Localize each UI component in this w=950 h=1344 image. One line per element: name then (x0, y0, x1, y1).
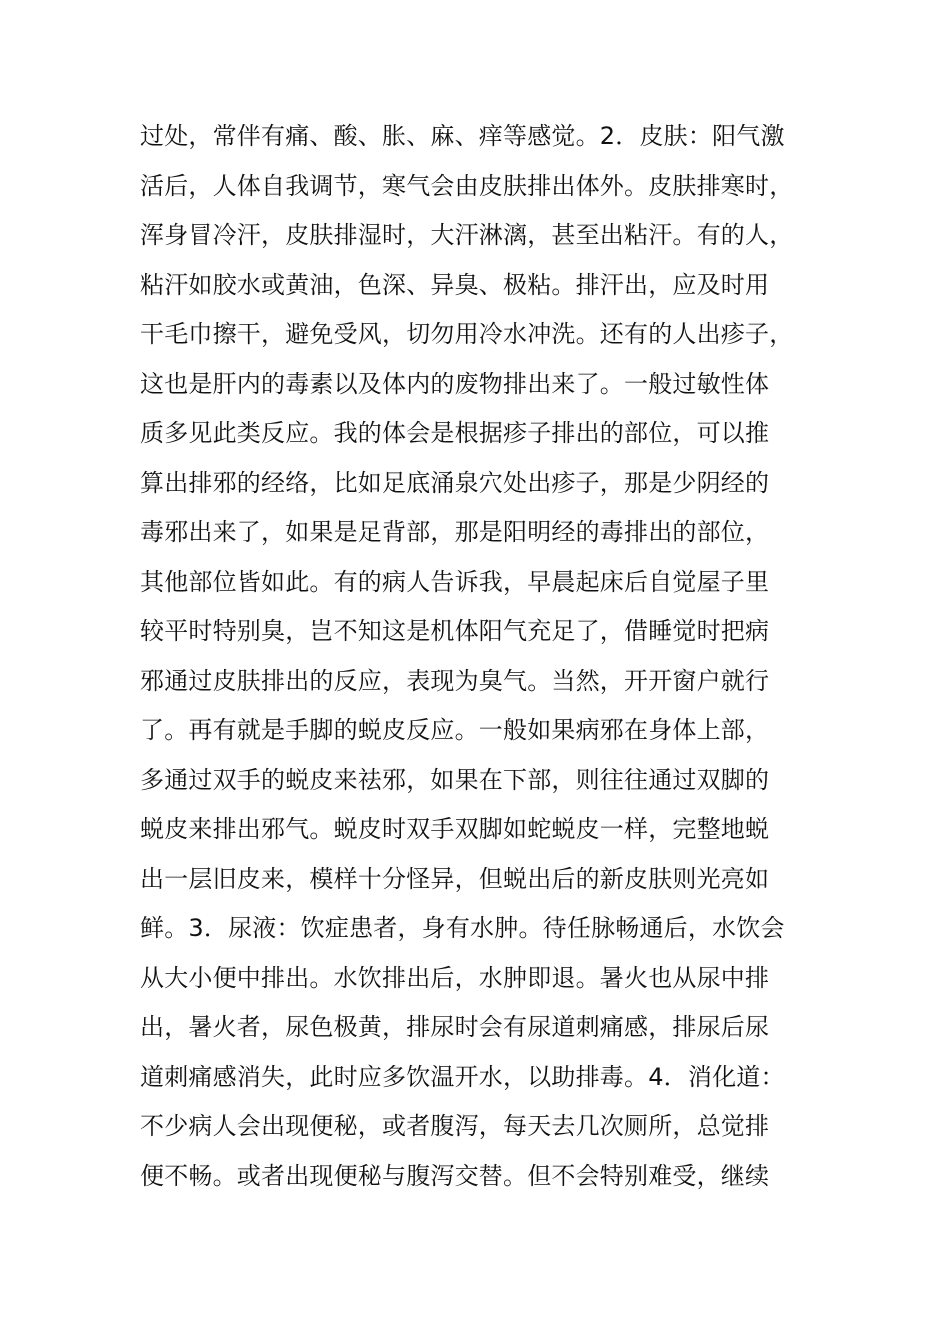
text-line: 毒邪出来了，如果是足背部，那是阳明经的毒排出的部位， (140, 518, 770, 546)
text-line: 出，暑火者，尿色极黄，排尿时会有尿道刺痛感，排尿后尿 (140, 1013, 770, 1041)
text-line: 从大小便中排出。水饮排出后，水肿即退。暑火也从尿中排 (140, 963, 770, 992)
text-line: 浑身冒冷汗，皮肤排湿时，大汗淋漓，甚至出粘汗。有的人， (140, 221, 794, 249)
text-line: 质多见此类反应。我的体会是根据疹子排出的部位，可以推 (140, 419, 770, 447)
text-line: 粘汗如胶水或黄油，色深、异臭、极粘。排汗出，应及时用 (140, 270, 770, 299)
body-text (140, 112, 830, 1201)
text-line: 出一层旧皮来，模样十分怪异，但蜕出后的新皮肤则光亮如 (140, 864, 770, 893)
text-line: 多通过双手的蜕皮来祛邪，如果在下部，则往往通过双脚的 (140, 765, 770, 794)
text-line: 活后，人体自我调节，寒气会由皮肤排出体外。皮肤排寒时， (140, 171, 794, 200)
text-line: 较平时特别臭，岂不知这是机体阳气充足了，借睡觉时把病 (140, 617, 770, 645)
text-line: 邪通过皮肤排出的反应，表现为臭气。当然，开开窗户就行 (140, 666, 770, 695)
text-line: 蜕皮来排出邪气。蜕皮时双手双脚如蛇蜕皮一样，完整地蜕 (140, 815, 770, 843)
text-line: 鲜。3．尿液：饮症患者，身有水肿。待任脉畅通后，水饮会 (140, 914, 785, 942)
text-line: 过处，常伴有痛、酸、胀、麻、痒等感觉。2．皮肤：阳气激 (140, 122, 785, 150)
text-line: 干毛巾擦干，避免受风，切勿用冷水冲洗。还有的人出疹子， (140, 320, 794, 348)
text-line: 算出排邪的经络，比如足底涌泉穴处出疹子，那是少阴经的 (140, 468, 770, 497)
text-line: 道刺痛感消失，此时应多饮温开水，以助排毒。4．消化道： (140, 1062, 785, 1091)
text-line: 了。再有就是手脚的蜕皮反应。一般如果病邪在身体上部， (140, 716, 770, 744)
text-line: 不少病人会出现便秘，或者腹泻，每天去几次厕所，总觉排 (140, 1112, 770, 1140)
text-line: 其他部位皆如此。有的病人告诉我，早晨起床后自觉屋子里 (140, 567, 770, 596)
text-line: 便不畅。或者出现便秘与腹泻交替。但不会特别难受，继续 (140, 1161, 770, 1190)
text-line: 这也是肝内的毒素以及体内的废物排出来了。一般过敏性体 (140, 369, 770, 398)
